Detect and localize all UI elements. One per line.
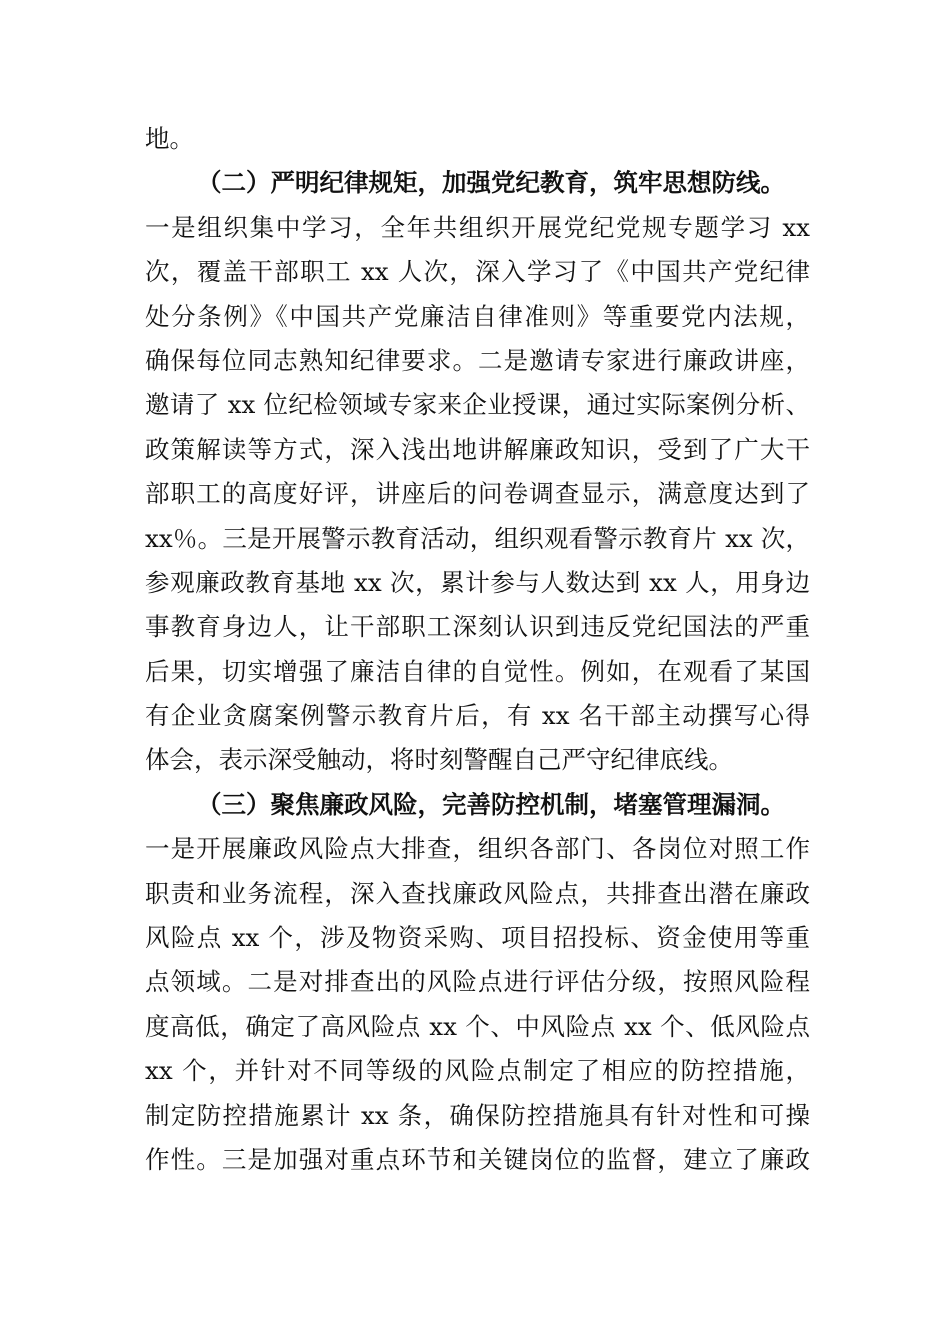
paragraph-line: 参观廉政教育基地 xx 次，累计参与人数达到 xx 人，用身边 — [145, 567, 810, 597]
paragraph-line: xx 个，并针对不同等级的风险点制定了相应的防控措施， — [145, 1056, 810, 1086]
paragraph-line: 后果，切实增强了廉洁自律的自觉性。例如，在观看了某国 — [145, 656, 810, 686]
paragraph-line: 制定防控措施累计 xx 条，确保防控措施具有针对性和可操 — [145, 1100, 810, 1130]
paragraph-line: xx％。三是开展警示教育活动，组织观看警示教育片 xx 次， — [145, 523, 810, 553]
paragraph-line: 度高低，确定了高风险点 xx 个、中风险点 xx 个、低风险点 — [145, 1011, 810, 1041]
paragraph-line: 次，覆盖干部职工 xx 人次，深入学习了《中国共产党纪律 — [145, 257, 810, 287]
body-text — [145, 117, 810, 1182]
paragraph-line: 职责和业务流程，深入查找廉政风险点，共排查出潜在廉政 — [145, 878, 810, 908]
paragraph-line: 邀请了 xx 位纪检领域专家来企业授课，通过实际案例分析、 — [145, 390, 810, 420]
paragraph-line: 一是组织集中学习，全年共组织开展党纪党规专题学习 xx — [145, 212, 810, 242]
paragraph-line: 事教育身边人，让干部职工深刻认识到违反党纪国法的严重 — [145, 612, 810, 642]
section-heading: （二）严明纪律规矩，加强党纪教育，筑牢思想防线。 — [197, 168, 785, 198]
paragraph-line: 作性。三是加强对重点环节和关键岗位的监督，建立了廉政 — [145, 1144, 810, 1174]
paragraph-line: 点领域。二是对排查出的风险点进行评估分级，按照风险程 — [145, 967, 810, 997]
paragraph-line: 政策解读等方式，深入浅出地讲解廉政知识，受到了广大干 — [145, 434, 810, 464]
paragraph-line: 有企业贪腐案例警示教育片后，有 xx 名干部主动撰写心得 — [145, 701, 810, 731]
paragraph-line: 一是开展廉政风险点大排查，组织各部门、各岗位对照工作 — [145, 834, 810, 864]
paragraph-line: 风险点 xx 个，涉及物资采购、项目招投标、资金使用等重 — [145, 923, 810, 953]
section-heading: （三）聚焦廉政风险，完善防控机制，堵塞管理漏洞。 — [197, 789, 785, 819]
paragraph-line: 确保每位同志熟知纪律要求。二是邀请专家进行廉政讲座， — [145, 345, 810, 375]
paragraph-line: 体会，表示深受触动，将时刻警醒自己严守纪律底线。 — [145, 745, 733, 775]
paragraph-line: 部职工的高度好评，讲座后的问卷调查显示，满意度达到了 — [145, 479, 810, 509]
paragraph-line: 处分条例》《中国共产党廉洁自律准则》等重要党内法规， — [145, 301, 810, 331]
paragraph-line: 地。 — [145, 124, 194, 153]
